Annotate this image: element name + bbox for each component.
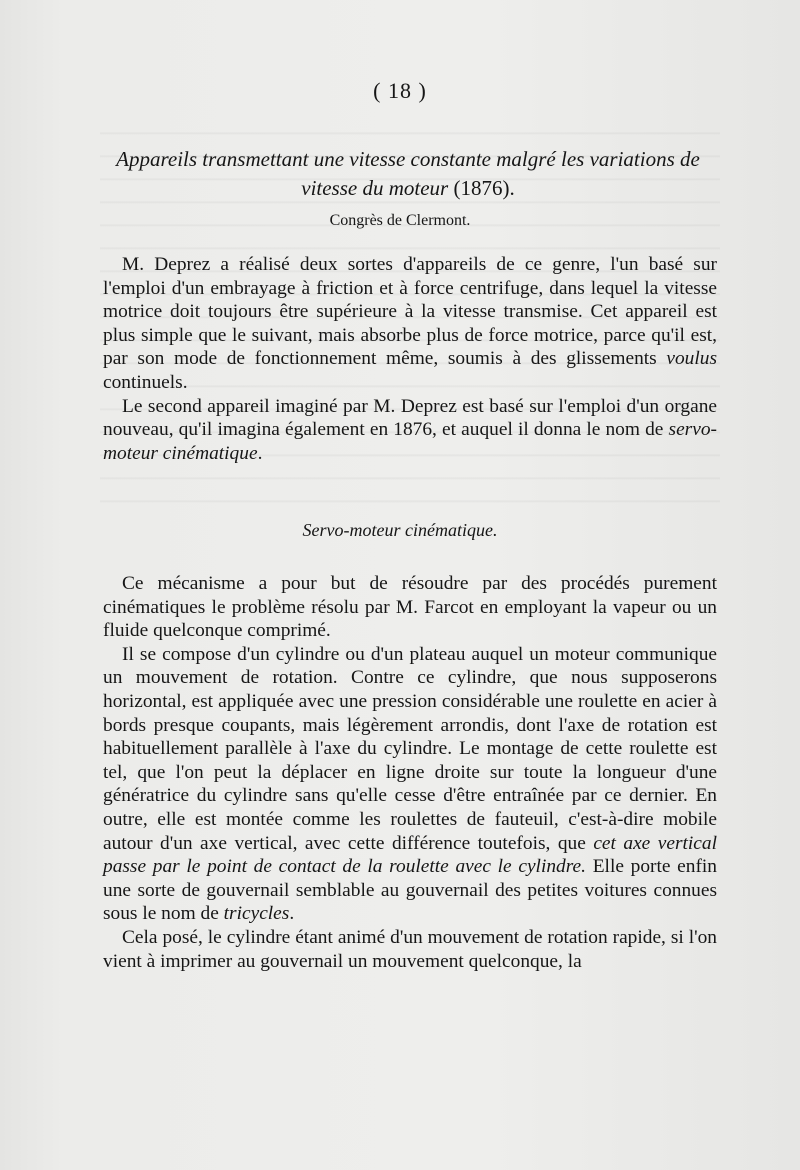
- section-body-2: [103, 572, 717, 973]
- paragraph: Cela posé, le cylindre étant animé d'un mouvement de rotation rapide, si l'on vient à imprimer au gouvernail un mouvement quelconque, la: [103, 926, 717, 972]
- paragraph: M. Deprez a réalisé deux sortes d'appareils de ce genre, l'un basé sur l'emploi d'un embrayage à friction et à force centrifuge, dans lequel la vitesse motrice doit toujours être supérieure à la vitesse transmise. Cet appareil est plus simple que le suivant, mais absorbe plus de force motrice, parce qu'il est, par son mode de fonctionnement même, soumis à des glissements voulus continuels.: [103, 254, 717, 393]
- section-title: [100, 145, 716, 203]
- emphasis: servo-moteur cinématique: [103, 419, 717, 464]
- section-body-1: [103, 253, 717, 465]
- title-text: Appareils transmettant une vitesse constante malgré les variations de vitesse du moteur: [116, 147, 700, 200]
- title-year: (1876).: [453, 176, 515, 200]
- paragraph: Il se compose d'un cylindre ou d'un plateau auquel un moteur communique un mouvement de rotation. Contre ce cylindre, que nous supposerons horizontal, est appliquée avec une pression considérable une roulette en acier à bords presque coupants, mais légèrement arrondis, dont l'axe de rotation est habituellement parallèle à l'axe du cylindre. Le montage de cette roulette est tel, que l'on peut la déplacer en ligne droite sur toute la longueur d'une génératrice du cylindre sans qu'elle cesse d'être entraînée par ce dernier. En outre, elle est montée comme les roulettes de fauteuil, c'est-à-dire mobile autour d'un axe vertical, avec cette différence toutefois, que cet axe vertical passe par le point de contact de la roulette avec le cylindre. Elle porte enfin une sorte de gouvernail semblable au gouvernail des petites voitures connues sous le nom de tricycles.: [103, 643, 717, 925]
- conference-subheading: Congrès de Clermont.: [329, 212, 471, 229]
- emphasis: tricycles: [223, 903, 290, 925]
- paragraph: Ce mécanisme a pour but de résoudre par des procédés purement cinématiques le problème résolu par M. Farcot en employant la vapeur ou un fluide quelconque comprimé.: [103, 573, 717, 642]
- subsection-heading: Servo-moteur cinématique.: [302, 520, 498, 540]
- emphasis: voulus: [666, 348, 717, 370]
- paragraph: Le second appareil imaginé par M. Deprez est basé sur l'emploi d'un organe nouveau, qu'il imagina également en 1876, et auquel il donna le nom de servo-moteur cinématique.: [103, 395, 717, 464]
- page-number: ( 18 ): [373, 78, 427, 103]
- emphasis: cet axe vertical passe par le point de contact de la roulette avec le cylindre.: [103, 832, 717, 878]
